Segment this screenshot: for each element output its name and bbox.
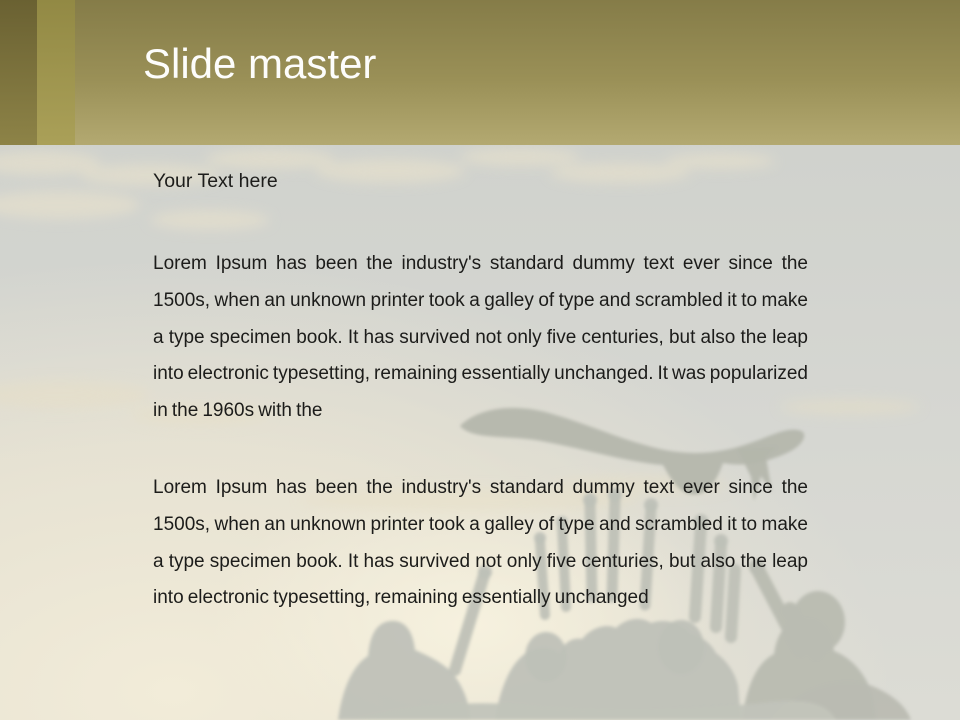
paragraph-line: 1500s, when an unknown printer took a galley of type and scrambled it to make (153, 513, 808, 535)
background-photo (0, 145, 960, 720)
paragraph-line: Lorem Ipsum has been the industry's standard dummy text ever since the (153, 477, 808, 498)
slide-header (0, 0, 960, 145)
slide-title: Slide master (143, 40, 377, 87)
paragraph-last-line: in the 1960s with the (153, 400, 323, 421)
paragraph-line: Lorem Ipsum has been the industry's standard dummy text ever since the (153, 253, 808, 274)
left-accent-band-light (37, 0, 75, 145)
paragraph-justified-lines (153, 246, 808, 393)
body-paragraph-2 (153, 470, 808, 617)
paragraph-line: a type specimen book. It has survived not only five centuries, but also the leap (153, 550, 808, 572)
text-placeholder: Your Text here (153, 170, 278, 192)
body-paragraph-1 (153, 246, 808, 430)
paragraph-justified-lines (153, 470, 808, 580)
paragraph-line: a type specimen book. It has survived not only five centuries, but also the leap (153, 326, 808, 348)
left-accent-band-dark (0, 0, 37, 145)
paragraph-line: 1500s, when an unknown printer took a galley of type and scrambled it to make (153, 289, 808, 311)
paragraph-last-line: into electronic typesetting, remaining essentially unchanged (153, 587, 649, 609)
paragraph-line: into electronic typesetting, remaining essentially unchanged. It was popularized (153, 363, 808, 385)
